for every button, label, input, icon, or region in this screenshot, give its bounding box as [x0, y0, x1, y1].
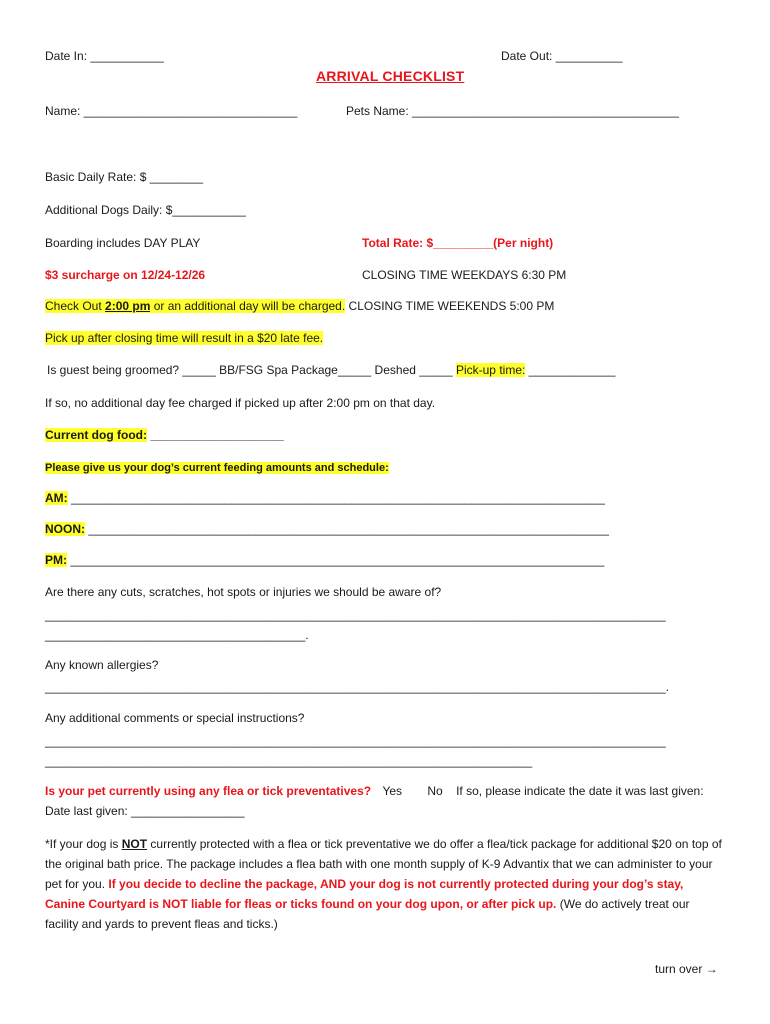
flea-liability-warning: If you decide to decline the package, AND your dog is not currently protected during your dog’s stay, Canine Courtyard is NOT liable for fleas or ticks found on your dog upon, or after pick up. — [45, 877, 684, 911]
total-rate-field[interactable]: Total Rate: $_________(Per night) — [362, 236, 554, 250]
checkout-line — [45, 298, 554, 314]
page-title: ARRIVAL CHECKLIST — [316, 68, 465, 84]
checkout-suffix: or an additional day will be charged. — [150, 299, 346, 313]
closing-weekdays-text: CLOSING TIME WEEKDAYS 6:30 PM — [362, 268, 567, 282]
current-food-field[interactable]: ____________________ — [146, 428, 284, 442]
pm-field[interactable]: ________________________________________________________________________________ — [67, 553, 605, 567]
cuts-field-line-2[interactable]: _______________________________________. — [45, 628, 309, 642]
checkout-prefix: Check Out — [45, 299, 106, 313]
flea-package-paragraph — [45, 834, 725, 934]
allergies-question: Any known allergies? — [45, 658, 159, 672]
late-fee-text: Pick up after closing time will result in a $20 late fee. — [45, 331, 324, 345]
comments-field-line-1[interactable]: _____________________________________________________________________________________________ — [45, 734, 666, 748]
flea-no-option[interactable]: No — [427, 784, 443, 798]
am-label: AM: — [45, 491, 68, 505]
flea-question-line — [45, 783, 704, 799]
am-line — [45, 490, 605, 506]
grooming-note: If so, no additional day fee charged if picked up after 2:00 pm on that day. — [45, 396, 436, 410]
late-fee-line — [45, 330, 323, 346]
additional-dogs-field[interactable]: Additional Dogs Daily: $___________ — [45, 203, 246, 217]
flea-p-end: (We do actively treat our facility and yards to prevent fleas and ticks.) — [45, 897, 690, 931]
surcharge-text: $3 surcharge on 12/24-12/26 — [45, 268, 206, 282]
flea-yes-option[interactable]: Yes — [382, 784, 403, 798]
feeding-prompt-text: Please give us your dog’s current feeding amounts and schedule: — [45, 462, 389, 474]
flea-p-not: NOT — [121, 837, 148, 851]
pickup-time-field[interactable]: _____________ — [525, 363, 616, 377]
turn-over-note: turn over → — [655, 962, 718, 976]
grooming-line — [47, 362, 615, 378]
date-in-field[interactable]: Date In: ___________ — [45, 49, 164, 63]
date-out-field[interactable]: Date Out: __________ — [501, 49, 623, 63]
name-field[interactable]: Name: ________________________________ — [45, 104, 298, 118]
am-field[interactable]: ________________________________________________________________________________ — [67, 491, 605, 505]
feeding-schedule-prompt — [45, 460, 389, 476]
pm-label: PM: — [45, 553, 67, 567]
comments-field-line-2[interactable]: _________________________________________________________________________ — [45, 754, 533, 768]
flea-p-mid: currently protected with a flea or tick preventative we do offer a flea/tick package for additional $20 on top of the original bath price. The package includes a flea bath with one month supply of K-9 Advantix that we can administer to your pet for you. — [45, 837, 722, 891]
closing-weekends-text: CLOSING TIME WEEKENDS 5:00 PM — [345, 299, 555, 313]
date-last-given-field[interactable]: Date last given: _________________ — [45, 804, 245, 818]
allergies-field[interactable]: _____________________________________________________________________________________________. — [45, 680, 669, 694]
pets-name-field[interactable]: Pets Name: ________________________________________ — [346, 104, 679, 118]
cuts-question: Are there any cuts, scratches, hot spots or injuries we should be aware of? — [45, 585, 442, 599]
flea-p-start: *If your dog is — [45, 837, 122, 851]
cuts-field-line-1[interactable]: _____________________________________________________________________________________________ — [45, 608, 666, 622]
flea-if-so-text: If so, please indicate the date it was last given: — [456, 784, 704, 798]
flea-question: Is your pet currently using any flea or tick preventatives? — [45, 784, 372, 798]
noon-label: NOON: — [45, 522, 85, 536]
noon-field[interactable]: ______________________________________________________________________________ — [85, 522, 609, 536]
pm-line — [45, 552, 604, 568]
boarding-includes-text: Boarding includes DAY PLAY — [45, 236, 201, 250]
basic-daily-rate-field[interactable]: Basic Daily Rate: $ ________ — [45, 170, 204, 184]
current-food-line — [45, 427, 284, 443]
noon-line — [45, 521, 609, 537]
grooming-question[interactable]: Is guest being groomed? _____ BB/FSG Spa Package_____ Deshed _____ — [47, 363, 456, 377]
comments-question: Any additional comments or special instructions? — [45, 711, 305, 725]
checkout-time: 2:00 pm — [105, 299, 151, 313]
current-food-label: Current dog food: — [45, 428, 147, 442]
pickup-time-label: Pick-up time: — [455, 363, 526, 377]
